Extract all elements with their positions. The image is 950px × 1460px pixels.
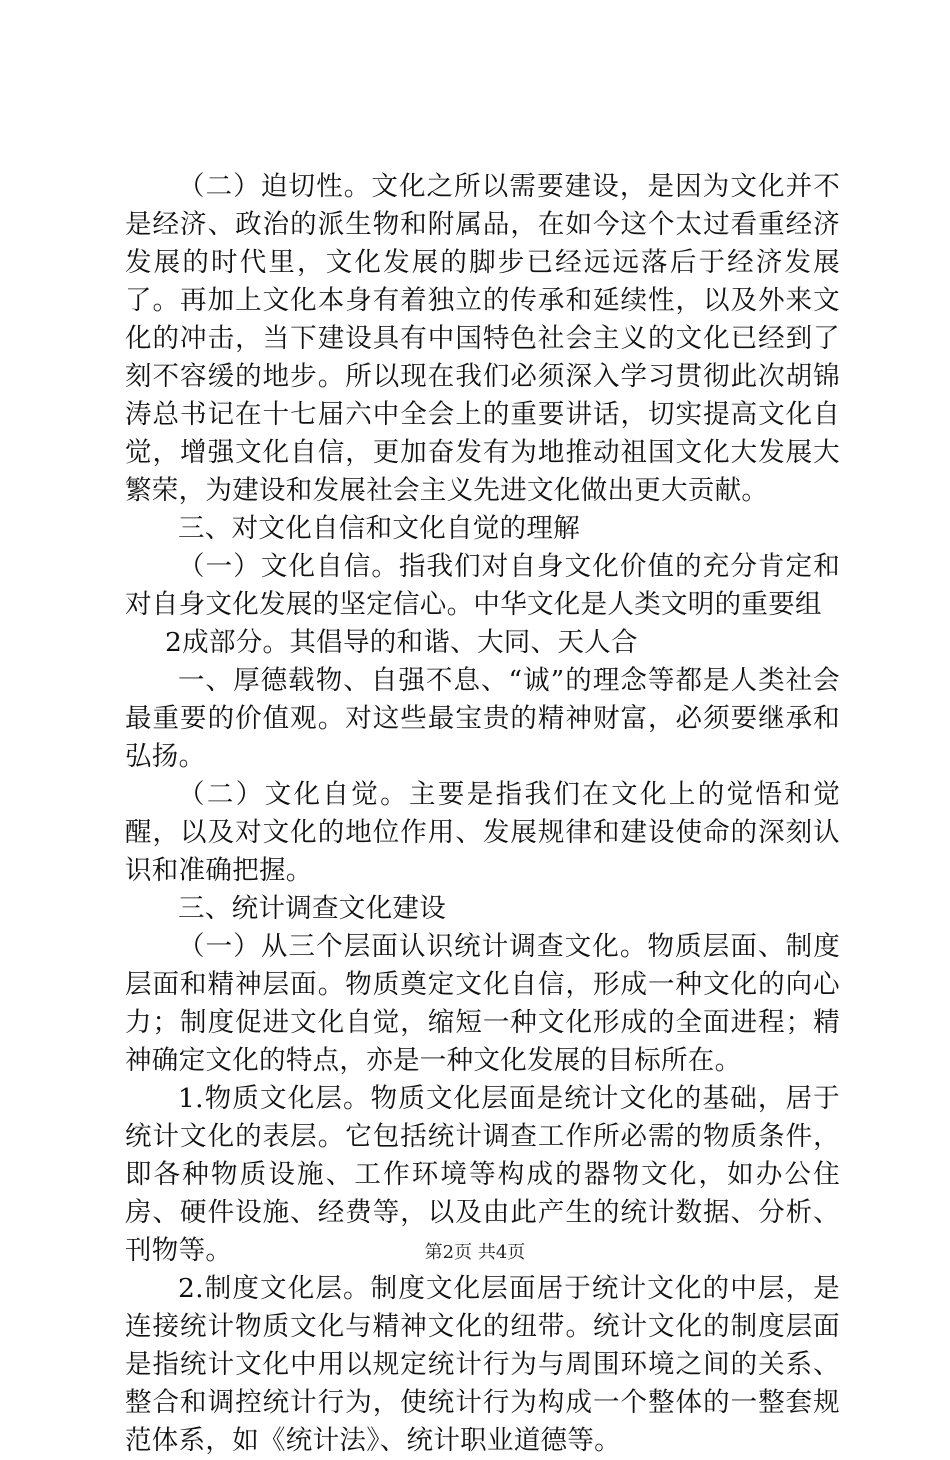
paragraph-cultural-confidence: （一）文化自信。指我们对自身文化价值的充分肯定和对自身文化发展的坚定信心。中华文化是人类文明的重要组	[125, 551, 840, 620]
paragraph-cultural-awareness: （二）文化自觉。主要是指我们在文化上的觉悟和觉醒，以及对文化的地位作用、发展规律和建设使命的深刻认识和准确把握。	[125, 779, 840, 886]
page-number-footer: 第2页 共4页	[424, 1242, 526, 1263]
paragraph-institutional-layer: 2.制度文化层。制度文化层面居于统计文化的中层，是连接统计物质文化与精神文化的纽带。统计文化的制度层面是指统计文化中用以规定统计行为与周围环境之间的关系、整合和调控统计行为，使统计行为构成一个整体的一整套规范体系，如《统计法》、统计职业道德等。	[125, 1273, 840, 1456]
section-heading-understanding: 三、对文化自信和文化自觉的理解	[178, 513, 580, 544]
paragraph-values: 一、厚德载物、自强不息、“诚”的理念等都是人类社会最重要的价值观。对这些最宝贵的精神财富，必须要继承和弘扬。	[125, 665, 840, 772]
paragraph-fragment: 2成部分。其倡导的和谐、大同、天人合	[165, 627, 638, 658]
document-body	[125, 168, 840, 1460]
section-heading-statistics-culture: 三、统计调查文化建设	[178, 893, 446, 924]
paragraph-material-layer: 1.物质文化层。物质文化层面是统计文化的基础，居于统计文化的表层。它包括统计调查工作所必需的物质条件，即各种物质设施、工作环境等构成的器物文化，如办公住房、硬件设施、经费等，以及由此产生的统计数据、分析、刊物等。	[125, 1083, 840, 1266]
paragraph-three-levels: （一）从三个层面认识统计调查文化。物质层面、制度层面和精神层面。物质奠定文化自信，形成一种文化的向心力；制度促进文化自觉，缩短一种文化形成的全面进程；精神确定文化的特点，亦是一种文化发展的目标所在。	[125, 931, 840, 1076]
paragraph-urgency: （二）迫切性。文化之所以需要建设，是因为文化并不是经济、政治的派生物和附属品，在如今这个太过看重经济发展的时代里，文化发展的脚步已经远远落后于经济发展了。再加上文化本身有着独立的传承和延续性，以及外来文化的冲击，当下建设具有中国特色社会主义的文化已经到了刻不容缓的地步。所以现在我们必须深入学习贯彻此次胡锦涛总书记在十七届六中全会上的重要讲话，切实提高文化自觉，增强文化自信，更加奋发有为地推动祖国文化大发展大繁荣，为建设和发展社会主义先进文化做出更大贡献。	[125, 171, 840, 506]
